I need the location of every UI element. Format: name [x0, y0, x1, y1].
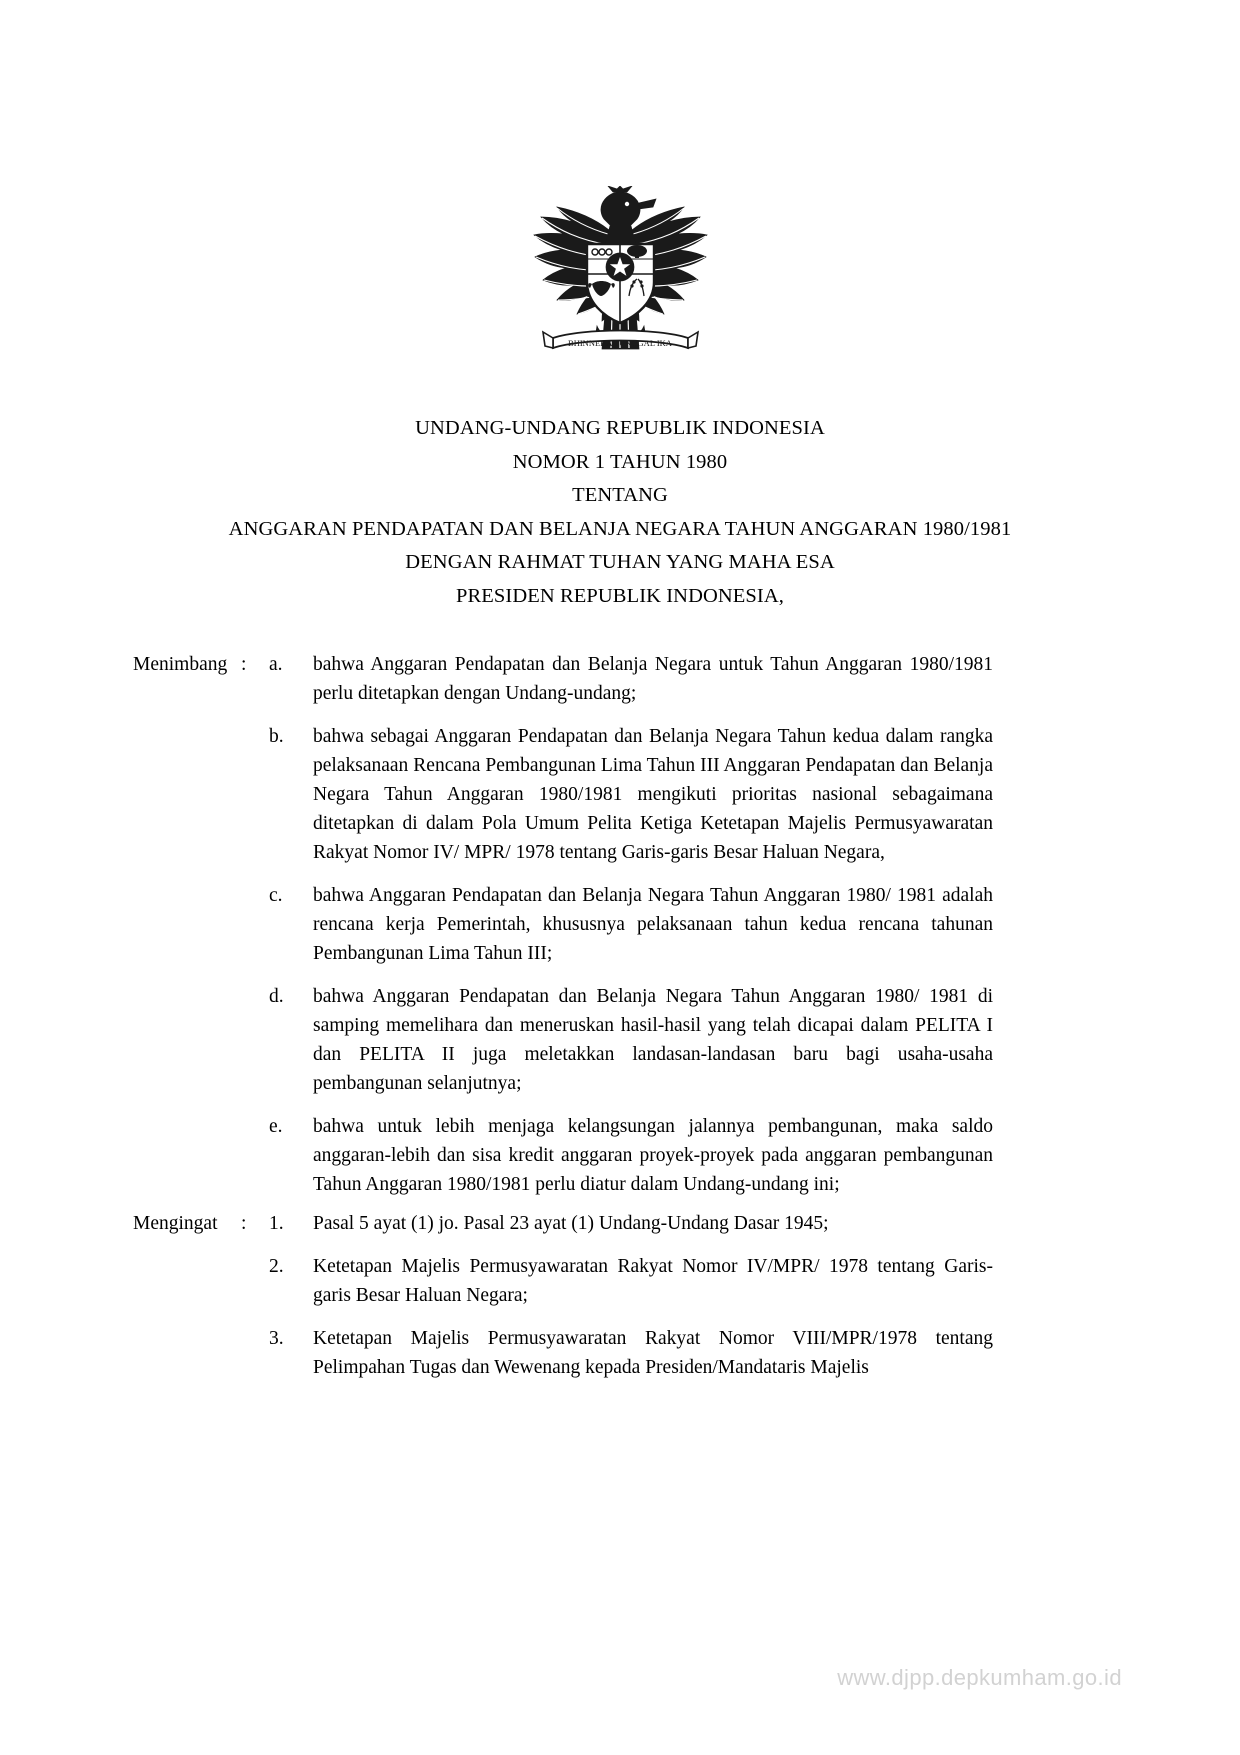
item-marker: 1. — [269, 1213, 284, 1234]
item-marker: d. — [269, 986, 284, 1007]
item-text: bahwa sebagai Anggaran Pendapatan dan Belanja Negara Tahun kedua dalam rangka pelaksanaan Rencana Pembangunan Lima Tahun III Anggaran Pendapatan dan Belanja Negara Tahun Anggaran 1980/1981 mengikuti prioritas nasional sebagaimana ditetapkan di dalam Pola Umum Pelita Ketiga Ketetapan Majelis Permusyawaratan Rakyat Nomor IV/ MPR/ 1978 tentang Garis-garis Besar Haluan Negara, — [313, 726, 993, 863]
list-item — [269, 982, 993, 1098]
item-text: Ketetapan Majelis Permusyawaratan Rakyat Nomor VIII/MPR/1978 tentang Pelimpahan Tugas dan Wewenang kepada Presiden/Mandataris Majelis — [313, 1328, 993, 1378]
menimbang-label: Menimbang — [133, 654, 228, 675]
mengingat-colon: : — [241, 1213, 247, 1234]
item-text: bahwa untuk lebih menjaga kelangsungan jalannya pembangunan, maka saldo anggaran-lebih dan sisa kredit anggaran proyek-proyek pada anggaran pembangunan Tahun Anggaran 1980/1981 perlu diatur dalam Undang-undang ini; — [313, 1116, 993, 1195]
item-marker: a. — [269, 654, 283, 675]
title-line-law-type: UNDANG-UNDANG REPUBLIK INDONESIA — [415, 417, 825, 439]
list-item — [269, 1252, 993, 1310]
garuda-pancasila-emblem — [513, 186, 728, 371]
menimbang-item-list — [269, 650, 993, 1199]
item-text: Pasal 5 ayat (1) jo. Pasal 23 ayat (1) Undang-Undang Dasar 1945; — [313, 1213, 829, 1234]
motto-text: BHINNEKA TUNGGAL IKA — [567, 338, 672, 348]
list-item — [269, 1324, 993, 1382]
item-text: Ketetapan Majelis Permusyawaratan Rakyat Nomor IV/MPR/ 1978 tentang Garis-garis Besar Haluan Negara; — [313, 1256, 993, 1306]
item-marker: b. — [269, 726, 284, 747]
title-line-number: NOMOR 1 TAHUN 1980 — [512, 450, 728, 473]
title-line-invocation: DENGAN RAHMAT TUHAN YANG MAHA ESA — [405, 551, 835, 573]
source-watermark: www.djpp.depkumham.go.id — [837, 1665, 1122, 1690]
list-item — [269, 650, 993, 708]
list-item — [269, 1209, 993, 1238]
list-item — [269, 881, 993, 968]
menimbang-section — [133, 650, 993, 1199]
title-line-subject: ANGGARAN PENDAPATAN DAN BELANJA NEGARA TAHUN ANGGARAN 1980/1981 — [228, 517, 1012, 540]
mengingat-item-list — [269, 1209, 993, 1382]
mengingat-section — [133, 1209, 993, 1382]
emblem-container — [0, 186, 1240, 371]
item-text: bahwa Anggaran Pendapatan dan Belanja Negara Tahun Anggaran 1980/ 1981 di samping memelihara dan meneruskan hasil-hasil yang telah dicapai dalam PELITA I dan PELITA II juga meletakkan landasan-landasan baru bagi usaha-usaha pembangunan selanjutnya; — [313, 986, 993, 1094]
menimbang-colon: : — [241, 654, 247, 675]
mengingat-label: Mengingat — [133, 1213, 218, 1234]
item-marker: 3. — [269, 1328, 284, 1349]
item-marker: 2. — [269, 1256, 284, 1277]
item-text: bahwa Anggaran Pendapatan dan Belanja Negara Tahun Anggaran 1980/ 1981 adalah rencana kerja Pemerintah, khususnya pelaksanaan tahun kedua rencana tahunan Pembangunan Lima Tahun III; — [313, 885, 993, 964]
list-item — [269, 1112, 993, 1199]
item-marker: c. — [269, 885, 283, 906]
document-title-block — [110, 412, 1130, 613]
title-line-issuer: PRESIDEN REPUBLIK INDONESIA, — [456, 584, 784, 607]
item-text: bahwa Anggaran Pendapatan dan Belanja Negara untuk Tahun Anggaran 1980/1981 perlu ditetapkan dengan Undang-undang; — [313, 654, 993, 704]
list-item — [269, 722, 993, 867]
item-marker: e. — [269, 1116, 283, 1137]
title-line-about: TENTANG — [572, 484, 668, 506]
